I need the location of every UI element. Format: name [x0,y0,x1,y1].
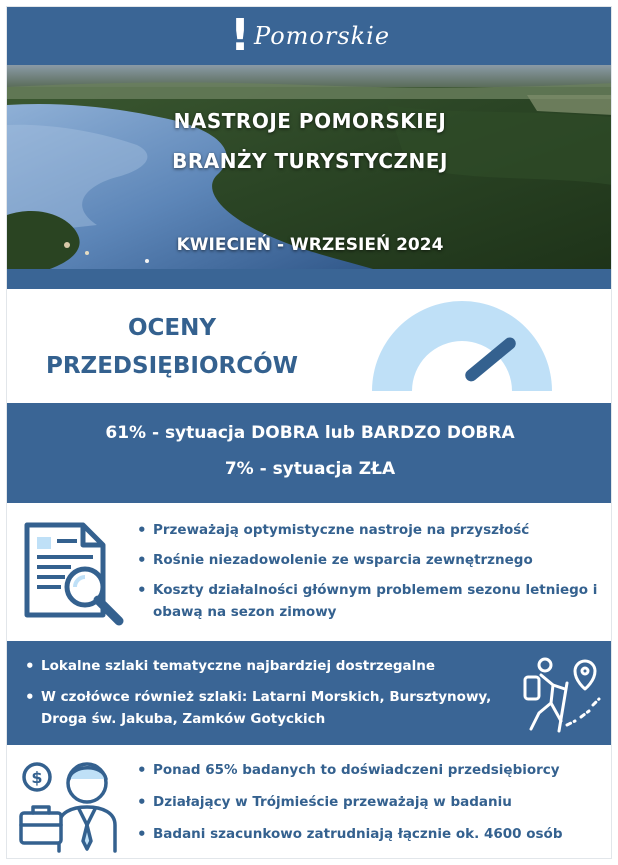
respondents-list [135,759,610,855]
businessman-icon [19,755,129,855]
respondents-section [7,747,612,859]
list-item: • Ponad 65% badanych to doświadczeni przedsiębiorcy [135,759,610,781]
stat-bad: 7% - sytuacja ZŁA [224,459,396,479]
ratings-title-line2: PRZEDSIĘBIORCÓW [45,353,299,379]
stats-section [7,403,612,503]
findings-section [7,511,612,639]
list-item: • Działający w Trójmieście przeważają w badaniu [135,791,610,813]
list-item: • Badani szacunkowo zatrudniają łącznie ok. 4600 osób [135,823,610,845]
hiker-location-icon [507,655,603,735]
svg-text:$: $ [31,768,43,787]
ratings-title-line1: OCENY [127,315,217,341]
list-item: • Koszty działalności głównym problemem sezonu letniego i obawą na sezon zimowy [135,579,605,623]
gauge-icon [367,301,557,396]
gauge-arc [372,301,552,391]
ratings-section [7,291,612,403]
list-item: • Przeważają optymistyczne nastroje na przyszłość [135,519,605,541]
stat-good: 61% - sytuacja DOBRA lub BARDZO DOBRA [105,423,515,443]
infographic-page [6,6,612,859]
logo-mark: ! [229,10,251,61]
hero-title-line1: NASTROJE POMORSKIEJ [173,109,447,133]
logo-text: Pomorskie [254,22,391,50]
findings-list [135,519,605,631]
pomorskie-logo [229,10,391,61]
header-bar [7,7,612,65]
hero-banner [7,65,612,273]
hero-period: KWIECIEŃ - WRZESIEŃ 2024 [176,235,444,255]
trails-section [7,641,612,745]
list-item: • Rośnie niezadowolenie ze wsparcia zewnętrznego [135,549,605,571]
list-item: • W czołówce również szlaki: Latarni Morskich, Bursztynowy, Droga św. Jakuba, Zamków Gotyckich [23,686,493,730]
hero-title-line2: BRANŻY TURYSTYCZNEJ [172,149,448,173]
document-magnifier-icon [21,521,125,627]
hero-bottom-strip [7,269,612,289]
list-item: • Lokalne szlaki tematyczne najbardziej dostrzegalne [23,655,493,677]
trails-list [23,655,493,739]
